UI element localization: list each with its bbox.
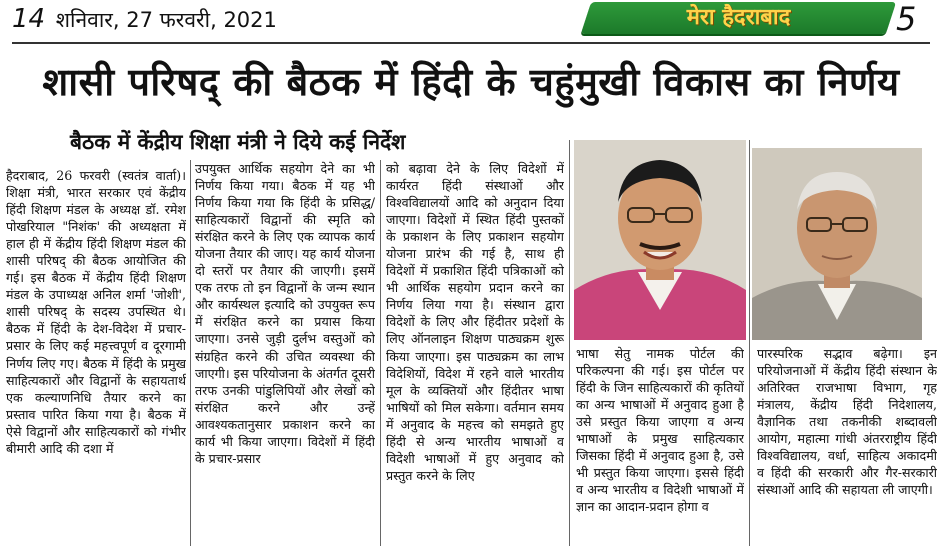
page-number: 14 <box>12 4 46 34</box>
section-title: मेरा हैदराबाद <box>686 5 791 30</box>
vice-president-photo <box>752 148 922 340</box>
headline: शासी परिषद् की बैठक में हिंदी के चहुंमुखी विकास का निर्णय <box>42 60 900 104</box>
edition-line <box>12 4 277 34</box>
right-page-number: 5 <box>896 0 917 38</box>
page-header <box>0 0 942 42</box>
article-column-5: पारस्परिक सद्भाव बढ़ेगा। इन परियोजनाओं में केंद्रीय हिंदी संस्थान के अतिरिक्त राजभाषा विभाग, गृह मंत्रालय, केंद्रीय हिंदी निदेशालय, वैज्ञानिक तथा तकनीकी शब्दावली आयोग, महात्मा गांधी अंतरराष्ट्रीय हिंदी विश्वविद्यालय, वर्धा, साहित्य अकादमी व हिंदी की सरकारी और गैर-सरकारी संस्थाओं आदि की सहायता ली जाएगी। <box>757 346 937 498</box>
article-column-1: हैदराबाद, 26 फरवरी (स्वतंत्र वार्ता)। शिक्षा मंत्री, भारत सरकार एवं केंद्रीय हिंदी शिक्षण मंडल के अध्यक्ष डॉ. रमेश पोखरियाल "निशंक' की अध्यक्षता में हाल ही में केंद्रीय हिंदी शिक्षण मंडल की शासी परिषद् की बैठक आयोजित की गई। इस बैठक में केंद्रीय हिंदी शिक्षण मंडल के उपाध्यक्ष अनिल शर्मा 'जोशी', शासी परिषद् के सदस्य उपस्थित थे। बैठक में हिंदी के देश-विदेश में प्रचार-प्रसार के लिए कई महत्त्वपूर्ण व दूरगामी निर्णय लिए गए। बैठक में हिंदी के प्रमुख साहित्यकारों और विद्वानों के सहायतार्थ एक कल्याणनिधि तैयार करने का प्रस्ताव पारित किया गया है। बैठक में ऐसे विद्वानों और साहित्यकारों को गंभीर बीमारी आदि की दशा में <box>6 168 186 456</box>
column-divider <box>749 140 750 546</box>
date-line: शनिवार, 27 फरवरी, 2021 <box>55 8 277 32</box>
column-divider <box>190 160 191 546</box>
column-divider <box>569 140 570 546</box>
header-rule <box>12 42 930 44</box>
article-column-4: भाषा सेतु नामक पोर्टल की परिकल्पना की गई। इस पोर्टल पर हिंदी के जिन साहित्यकारों की कृतियों का अन्य भाषाओं में अनुवाद हुआ है उसे प्रस्तुत किया जाएगा व अन्य भाषाओं के प्रमुख साहित्यकार जिसका हिंदी में अनुवाद हुआ है, उसे भी प्रस्तुत किया जाएगा। इससे हिंदी व अन्य भारतीय व विदेशी भाषाओं में ज्ञान का आदान-प्रदान होगा व <box>576 346 744 515</box>
article-column-3: को बढ़ावा देने के लिए विदेशों में कार्यरत हिंदी संस्थाओं और विश्वविद्यालयों आदि को अनुदान दिया जाएगा। विदेशों में स्थित हिंदी पुस्तकों के प्रकाशन के लिए प्रकाशन सहयोग योजना प्रारंभ की गई है, साथ ही विदेशों में प्रकाशित हिंदी पत्रिकाओं को भी आर्थिक सहयोग प्रदान करने का निर्णय लिया गया है। संस्थान द्वारा विदेशों के लिए और हिंदीतर प्रदेशों के लिए ऑनलाइन शिक्षण पाठ्यक्रम शुरू किया जाएगा। इस पाठ्यक्रम का लाभ विदेशियों, विदेश में रहने वाले भारतीय मूल के व्यक्तियों और हिंदीतर भाषा भाषियों को मिल सकेगा। वर्तमान समय में अनुवाद के महत्त्व को समझते हुए हिंदी से अन्य भारतीय भाषाओं व विदेशी भाषाओं में हुए अनुवाद को प्रस्तुत करने के लिए <box>386 161 564 483</box>
subheadline: बैठक में केंद्रीय शिक्षा मंत्री ने दिये कई निर्देश <box>70 130 406 154</box>
minister-photo <box>574 140 746 340</box>
article-column-2: उपयुक्त आर्थिक सहयोग देने का भी निर्णय किया गया। बैठक में यह भी निर्णय किया गया कि हिंदी के प्रसिद्ध/साहित्यकारों विद्वानों की स्मृति को संरक्षित करने के लिए एक व्यापक कार्य योजना तैयार की जाए। यह कार्य योजना दो स्तरों पर तैयार की जाएगी। इसमें एक तरफ तो इन विद्वानों के जन्म स्थान और कार्यस्थल इत्यादि को उपयुक्त रूप में संरक्षित करने का प्रयास किया जाएगा। उनसे जुड़ी दुर्लभ वस्तुओं को संग्रहित करने की उचित व्यवस्था की जाएगी। इस परियोजना के अंतर्गत दूसरी तरफ उनकी पांडुलिपियों और लेखों को संरक्षित करने और उन्हें आवश्यकतानुसार प्रकाशन करने का कार्य भी किया जाएगा। विदेशों में हिंदी के प्रचार-प्रसार <box>195 161 375 466</box>
column-divider <box>380 160 381 546</box>
